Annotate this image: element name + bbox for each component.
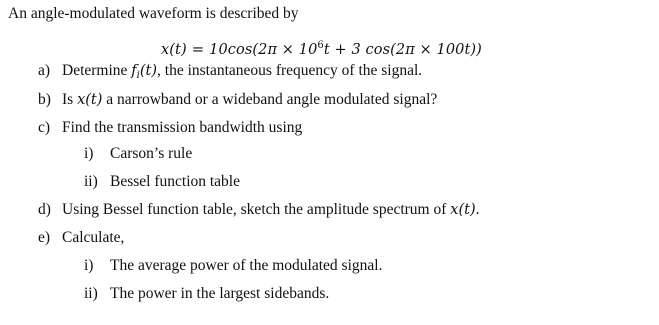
question-a — [38, 61, 422, 86]
question-e-marker: e) — [38, 229, 51, 246]
equation-part2: t + 3 cos(2π × 100t)) — [323, 42, 482, 58]
question-d-symbol: x(t) — [450, 202, 476, 218]
equation-part1: 10cos(2π × 10 — [209, 42, 318, 58]
question-e-ii — [84, 284, 329, 304]
question-a-post: , the instantaneous frequency of the signal. — [157, 62, 423, 79]
question-b-pre: Is — [62, 91, 78, 108]
question-a-subscript: i — [136, 70, 140, 81]
question-e-i-marker: i) — [84, 257, 94, 274]
question-d-pre: Using Bessel function table, sketch the amplitude spectrum of — [62, 201, 451, 218]
question-c-i-text: Carson’s rule — [110, 145, 193, 162]
waveform-equation — [161, 36, 482, 60]
question-e — [38, 228, 124, 248]
question-c-ii-text: Bessel function table — [110, 173, 240, 190]
equation-equals: = — [191, 40, 205, 58]
question-a-marker: a) — [38, 62, 51, 79]
question-c-marker: c) — [38, 119, 51, 136]
question-d-marker: d) — [38, 201, 51, 218]
question-c-ii-marker: ii) — [84, 173, 98, 190]
question-a-symbol: f — [131, 63, 137, 79]
question-e-ii-text: The power in the largest sidebands. — [110, 285, 330, 302]
equation-exponent: 6 — [317, 40, 324, 51]
question-c-i — [84, 144, 192, 164]
question-d-post: . — [475, 201, 480, 218]
question-d — [38, 200, 479, 220]
question-b-marker: b) — [38, 91, 51, 108]
question-e-i — [84, 256, 382, 276]
question-b — [38, 90, 437, 110]
question-e-ii-marker: ii) — [84, 285, 98, 302]
question-a-pre: Determine — [62, 62, 132, 79]
question-c-ii — [84, 172, 240, 192]
question-c-i-marker: i) — [84, 145, 94, 162]
question-c — [38, 118, 302, 138]
equation-lhs: x(t) — [161, 42, 187, 58]
question-a-argument: (t) — [139, 63, 158, 79]
question-e-text: Calculate, — [62, 229, 125, 246]
question-b-post: a narrowband or a wideband angle modulated signal? — [102, 91, 438, 108]
question-c-text: Find the transmission bandwidth using — [62, 119, 303, 136]
question-e-i-text: The average power of the modulated signal. — [110, 257, 383, 274]
question-b-symbol: x(t) — [77, 92, 103, 108]
problem-intro: An angle-modulated waveform is described by — [8, 5, 299, 22]
